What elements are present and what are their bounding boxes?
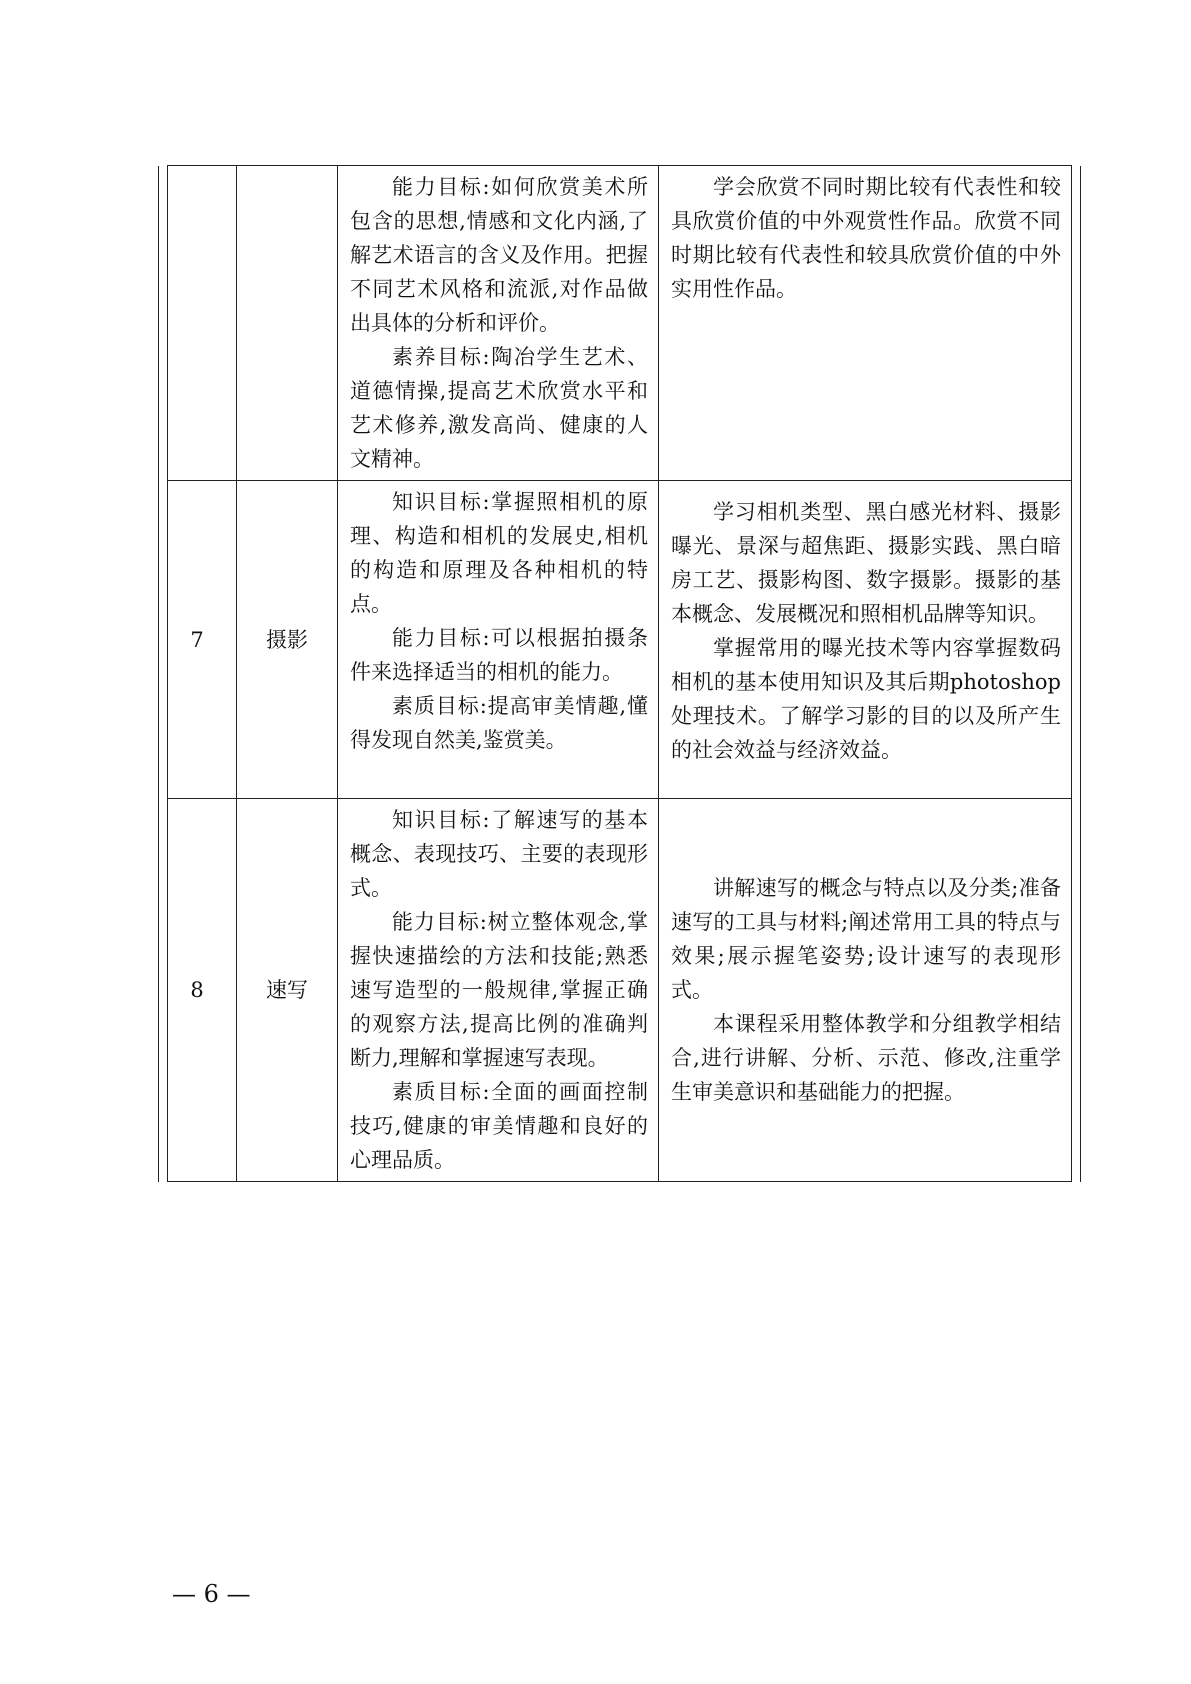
goal-paragraph: 素质目标:提高审美情趣,懂得发现自然美,鉴赏美。 bbox=[350, 694, 648, 752]
goal-paragraph: 能力目标:如何欣赏美术所包含的思想,情感和文化内涵,了解艺术语言的含义及作用。把握不同艺术风格和流派,对作品做出具体的分析和评价。 bbox=[350, 175, 648, 335]
content-paragraph: 本课程采用整体教学和分组教学相结合,进行讲解、分析、示范、修改,注重学生审美意识和基础能力的把握。 bbox=[671, 1012, 1061, 1104]
goal-paragraph: 知识目标:掌握照相机的原理、构造和相机的发展史,相机的构造和原理及各种相机的特点。 bbox=[350, 490, 648, 616]
goals-cell bbox=[338, 166, 659, 481]
goals-cell bbox=[338, 799, 659, 1182]
content-paragraph: 讲解速写的概念与特点以及分类;准备速写的工具与材料;阐述常用工具的特点与效果;展示握笔姿势;设计速写的表现形式。 bbox=[671, 876, 1061, 1002]
row-number-cell bbox=[168, 166, 237, 481]
goals-cell bbox=[338, 481, 659, 799]
goal-paragraph: 能力目标:可以根据拍摄条件来选择适当的相机的能力。 bbox=[350, 626, 648, 684]
goal-paragraph: 能力目标:树立整体观念,掌握快速描绘的方法和技能;熟悉速写造型的一般规律,掌握正确的观察方法,提高比例的准确判断力,理解和掌握速写表现。 bbox=[350, 910, 648, 1070]
table-row bbox=[159, 166, 1081, 481]
table-row bbox=[159, 799, 1081, 1182]
goal-paragraph: 素质目标:全面的画面控制技巧,健康的审美情趣和良好的心理品质。 bbox=[350, 1080, 648, 1172]
course-table bbox=[158, 165, 1081, 1182]
goal-paragraph: 素养目标:陶冶学生艺术、道德情操,提高艺术欣赏水平和艺术修养,激发高尚、健康的人文精神。 bbox=[350, 345, 648, 471]
goal-paragraph: 知识目标:了解速写的基本概念、表现技巧、主要的表现形式。 bbox=[350, 808, 648, 900]
course-name-cell bbox=[237, 166, 338, 481]
content-paragraph: 掌握常用的曝光技术等内容掌握数码相机的基本使用知识及其后期photoshop处理技术。了解学习影的目的以及所产生的社会效益与经济效益。 bbox=[671, 636, 1061, 762]
content-cell bbox=[659, 481, 1072, 799]
row-number-cell: 7 bbox=[168, 481, 237, 799]
course-name-cell: 摄影 bbox=[237, 481, 338, 799]
content-paragraph: 学习相机类型、黑白感光材料、摄影曝光、景深与超焦距、摄影实践、黑白暗房工艺、摄影构图、数字摄影。摄影的基本概念、发展概况和照相机品牌等知识。 bbox=[671, 500, 1061, 626]
table-row bbox=[159, 481, 1081, 799]
course-name-cell: 速写 bbox=[237, 799, 338, 1182]
content-cell bbox=[659, 166, 1072, 481]
content-cell bbox=[659, 799, 1072, 1182]
row-number-cell: 8 bbox=[168, 799, 237, 1182]
page-number: — 6 — bbox=[172, 1580, 251, 1608]
content-paragraph: 学会欣赏不同时期比较有代表性和较具欣赏价值的中外观赏性作品。欣赏不同时期比较有代表性和较具欣赏价值的中外实用性作品。 bbox=[671, 175, 1061, 301]
